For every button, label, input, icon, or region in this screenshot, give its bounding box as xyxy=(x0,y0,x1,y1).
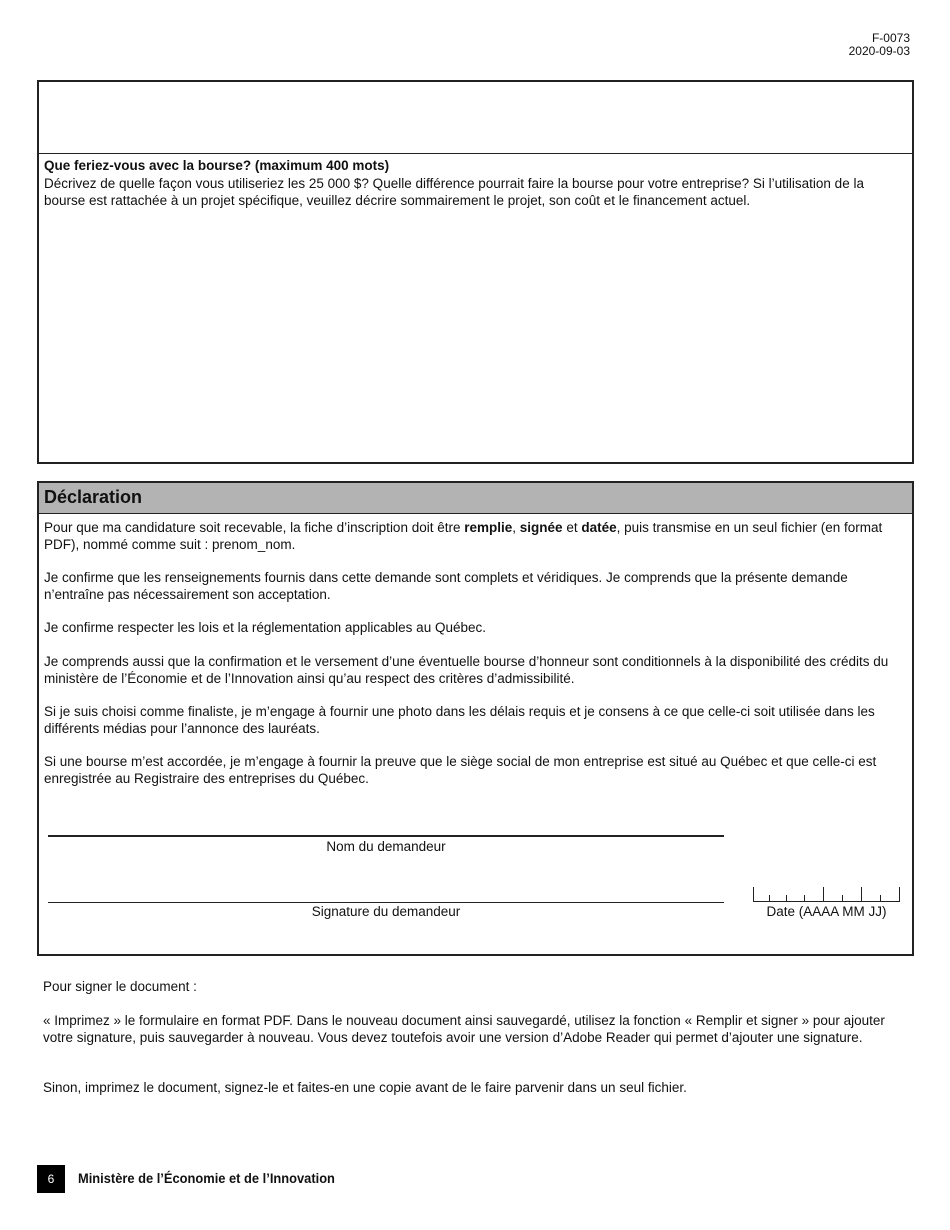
instructions-paragraph-1: « Imprimez » le formulaire en format PDF. Dans le nouveau document ainsi sauvegardé, utilisez la fonction « Remplir et signer » pour ajouter votre signature, puis sauvegarder à nouveau. Vous devez toutefois avoir une version d’Adobe Reader qui permet d’ajouter une signature. xyxy=(43,1013,885,1045)
declaration-paragraph-6: Si une bourse m’est accordée, je m’engage à fournir la preuve que le siège social de mon entreprise est situé au Québec et que celle-ci est enregistrée au Registraire des entreprises du Québec. xyxy=(44,754,877,786)
bourse-answer-field[interactable] xyxy=(39,212,912,462)
signature-field[interactable] xyxy=(48,868,724,902)
declaration-intro: Pour que ma candidature soit recevable, la fiche d’inscription doit être remplie, signée et datée, puis transmise en un seul fichier (en format PDF), nommé comme suit : prenom_nom. xyxy=(44,520,883,552)
instructions-heading: Pour signer le document : xyxy=(43,979,197,994)
bold-remplie: remplie xyxy=(464,520,513,535)
section-divider xyxy=(39,153,912,154)
date-field[interactable] xyxy=(753,887,900,902)
bold-datee: datée xyxy=(581,520,617,535)
bold-signee: signée xyxy=(519,520,563,535)
name-line xyxy=(48,835,724,837)
declaration-paragraph-4: Je comprends aussi que la confirmation et le versement d’une éventuelle bourse d’honneur sont conditionnels à la disponibilité des crédits du ministère de l’Économie et de l’Innovation ainsi qu’au respect des critères d’admissibilité. xyxy=(44,654,889,686)
page-number: 6 xyxy=(37,1165,65,1193)
form-date: 2020-09-03 xyxy=(848,44,910,58)
declaration-paragraph-3: Je confirme respecter les lois et la réglementation applicables au Québec. xyxy=(44,620,486,635)
form-number: F-0073 xyxy=(871,31,910,45)
bourse-section xyxy=(37,80,914,464)
name-label: Nom du demandeur xyxy=(326,839,446,854)
signature-label: Signature du demandeur xyxy=(311,904,461,919)
declaration-paragraph-2: Je confirme que les renseignements fournis dans cette demande sont complets et véridiques. Je comprends que la présente demande n’entraîne pas nécessairement son acceptation. xyxy=(44,570,848,602)
name-field[interactable] xyxy=(48,801,724,835)
declaration-header xyxy=(39,483,912,514)
declaration-paragraph-5: Si je suis choisi comme finaliste, je m’engage à fournir une photo dans les délais requis et je consens à ce que celle-ci soit utilisée dans les différents médias pour l’annonce des lauréats. xyxy=(44,704,875,736)
bourse-question-text: Décrivez de quelle façon vous utiliseriez les 25 000 $? Quelle différence pourrait faire la bourse pour votre entreprise? Si l’utilisation de la bourse est rattachée à un projet spécifique, veuillez décrire sommairement le projet, son coût et le financement actuel. xyxy=(44,176,864,208)
form-code xyxy=(849,32,910,58)
bourse-question-title: Que feriez-vous avec la bourse? (maximum 400 mots) xyxy=(44,158,390,173)
ministry-name: Ministère de l’Économie et de l’Innovation xyxy=(78,1170,335,1186)
declaration-section xyxy=(37,481,914,956)
previous-answer-field[interactable] xyxy=(39,82,912,152)
date-label: Date (AAAA MM JJ) xyxy=(766,904,887,919)
instructions-paragraph-2: Sinon, imprimez le document, signez-le et faites-en une copie avant de le faire parvenir dans un seul fichier. xyxy=(43,1080,687,1095)
signature-line xyxy=(48,902,724,903)
declaration-title: Déclaration xyxy=(44,487,143,507)
